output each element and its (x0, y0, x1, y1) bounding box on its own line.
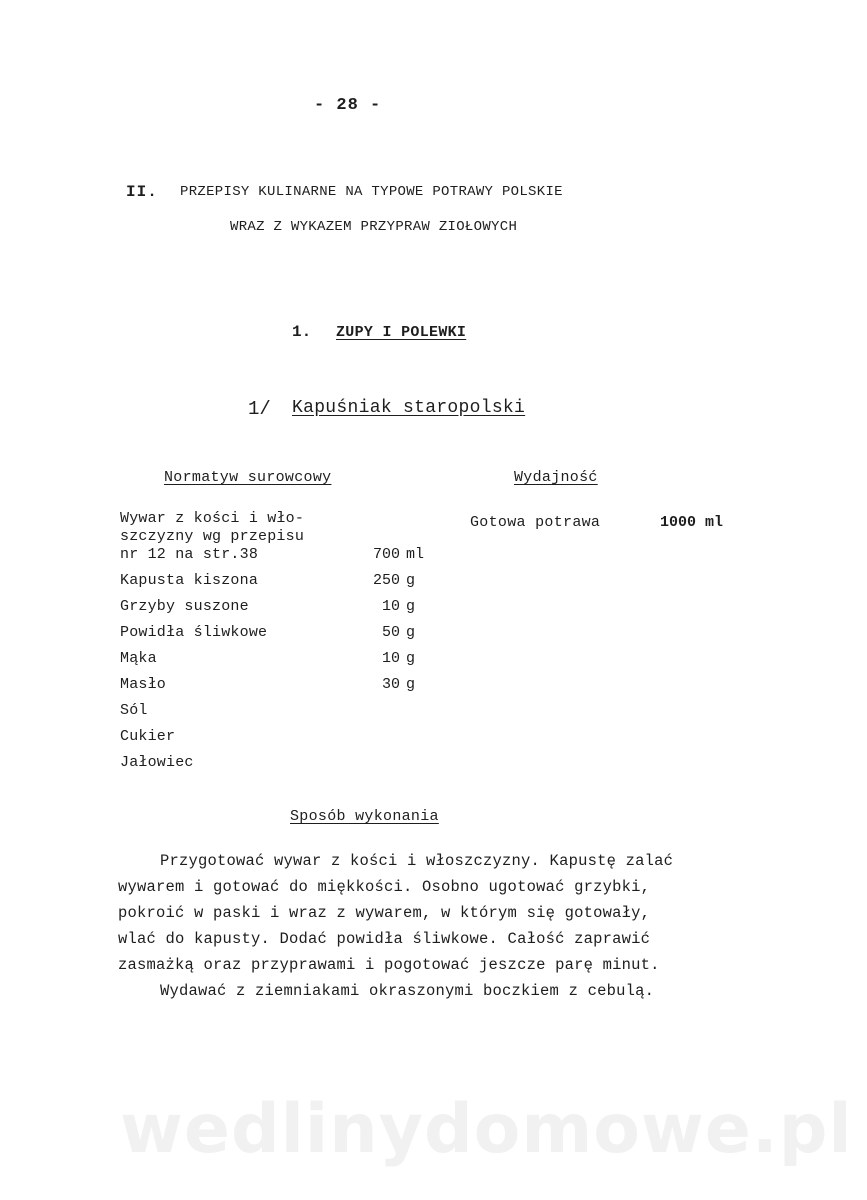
ingredient-name: Jałowiec (120, 754, 194, 771)
watermark: wedlinydomowe.pl (120, 1090, 853, 1169)
ingredient-name: Sól (120, 702, 148, 719)
method-line: pokroić w paski i wraz z wywarem, w którym się gotowały, (118, 904, 651, 922)
chapter-title-line-2: WRAZ Z WYKAZEM PRZYPRAW ZIOŁOWYCH (230, 219, 518, 235)
ingredient-name-line: nr 12 na str.38 (120, 546, 259, 563)
method-line: wlać do kapusty. Dodać powidła śliwkowe. Całość zaprawić (118, 930, 651, 948)
ingredient-quantity: 250 (372, 572, 400, 589)
method-line: Wydawać z ziemniakami okraszonymi boczkiem z cebulą. (160, 982, 655, 1000)
section-title: ZUPY I POLEWKI (336, 324, 467, 341)
yield-heading: Wydajność (514, 469, 598, 486)
ingredient-name-line: szczyzny wg przepisu (120, 528, 305, 545)
ingredient-name: Mąka (120, 650, 157, 667)
ingredient-unit: ml (406, 546, 425, 563)
ingredient-quantity: 700 (372, 546, 400, 563)
ingredient-quantity: 10 (381, 650, 400, 667)
ingredient-quantity: 30 (381, 676, 400, 693)
ingredient-unit: g (406, 572, 416, 589)
ingredient-unit: g (406, 598, 416, 615)
ingredient-unit: g (406, 676, 416, 693)
ingredient-unit: g (406, 650, 416, 667)
ingredient-name-line: Wywar z kości i wło- (120, 510, 305, 527)
ingredient-name: Kapusta kiszona (120, 572, 259, 589)
yield-value: 1000 ml (660, 514, 724, 531)
ingredient-name: Powidła śliwkowe (120, 624, 268, 641)
ingredient-quantity: 10 (381, 598, 400, 615)
section-number: 1. (292, 323, 312, 341)
chapter-title-line-1: PRZEPISY KULINARNE NA TYPOWE POTRAWY POLSKIE (180, 184, 563, 200)
page-number: - 28 - (314, 96, 382, 115)
yield-label: Gotowa potrawa (470, 514, 601, 531)
method-line: wywarem i gotować do miękkości. Osobno ugotować grzybki, (118, 878, 651, 896)
recipe-title: Kapuśniak staropolski (292, 398, 526, 418)
chapter-number: II. (126, 183, 158, 201)
method-line: zasmażką oraz przyprawami i pogotować jeszcze parę minut. (118, 956, 660, 974)
ingredient-unit: g (406, 624, 416, 641)
ingredient-name: Cukier (120, 728, 176, 745)
raw-materials-heading: Normatyw surowcowy (164, 469, 332, 486)
ingredient-name: Grzyby suszone (120, 598, 249, 615)
ingredient-quantity: 50 (381, 624, 400, 641)
ingredient-name: Masło (120, 676, 167, 693)
method-heading: Sposób wykonania (290, 808, 439, 825)
method-line: Przygotować wywar z kości i włoszczyzny. Kapustę zalać (160, 852, 674, 870)
recipe-number: 1/ (248, 398, 271, 420)
